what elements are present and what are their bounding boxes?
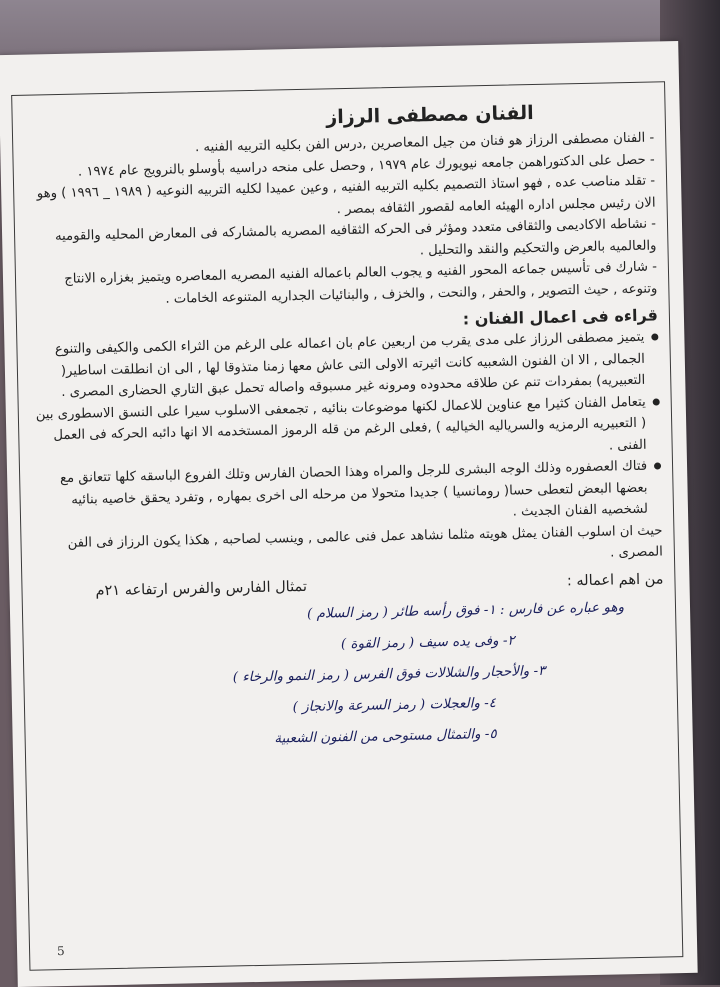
intro-line: - نشاطه الاكاديمى والثقافى متعدد ومؤثر فى الحركه الثقافيه المصريه بالمشاركه فى المعارض المحليه والقوميه والعالميه بالعرض والتحكيم والنقد والتحليل . bbox=[54, 216, 657, 258]
reading-heading: قراءه فى اعمال الفنان : bbox=[462, 305, 659, 329]
handwritten-line: وهو عباره عن فارس : ١- فوق رأسه طائر ( رمز السلام ) bbox=[306, 598, 625, 622]
intro-line: - شارك فى تأسيس جماعه المحور الفنيه و يجوب العالم باعماله الفنيه المصريه المعاصره ويتميز بغزاره الانتاج وتنوعه , حيث التصوير , والحفر , والنحت , والخزف , والبنائيات الجداريه المتنوعه الخامات . bbox=[64, 259, 658, 307]
page-number: 5 bbox=[56, 944, 65, 959]
intro-line: - تقلد مناصب عده , فهو استاذ التصميم بكليه التربيه الفنيه , وعين عميدا لكليه التربيه النوعيه ( ١٩٨٩ _ ١٩٩٦ ) وهو الان رئيس مجلس اداره الهيئه العامه لقصور الثقافه بمصر . bbox=[36, 173, 656, 217]
closing-paragraph: حيث ان اسلوب الفنان يمثل هويته مثلما نشاهد عمل فنى عالمى , وينسب لصاحبه , هكذا يكون الرزاز فى الفن المصرى . bbox=[67, 522, 664, 561]
bullet-icon bbox=[651, 333, 658, 340]
page-title: الفنان مصطفى الرزاز bbox=[326, 102, 534, 129]
works-statue: تمثال الفارس والفرس ارتفاعه ٢١م bbox=[95, 578, 308, 599]
intro-line: - الفنان مصطفى الرزاز هو فنان من جيل المعاصرين ,درس الفن بكليه التربيه الفنيه . bbox=[194, 130, 655, 156]
page-content bbox=[26, 100, 667, 760]
handwritten-line: ٣- والأحجار والشلالات فوق الفرس ( رمز النمو والرخاء ) bbox=[232, 662, 546, 685]
handwritten-line: ٥- والتمثال مستوحى من الفنون الشعبية bbox=[274, 725, 497, 747]
intro-line: - حصل على الدكتوراهمن جامعه نيويورك عام ١٩٧٩ , وحصل على منحه دراسيه بأوسلو بالنرويج عام ١٩٧٤ . bbox=[77, 152, 655, 180]
bullet-text: فتاك العصفوره وذلك الوجه البشرى للرجل والمراه وهذا الحصان الفارس وتلك الفروع الباسقه كلها تتعانق مع بعضها البعض لتعطى حسا( رومانسيا ) جديدا متحولا من مرحله الى اخرى بمهاره , وتفرد يحقق خاصيه بنائيه لشخصيه الفنان الجديث . bbox=[59, 458, 649, 520]
works-label: من اهم اعماله : bbox=[566, 570, 664, 589]
bullet-icon bbox=[653, 398, 660, 405]
bullet-item bbox=[33, 455, 662, 533]
document-page bbox=[0, 41, 698, 987]
bullet-text: يتعامل الفنان كثيرا مع عناوين للاعمال لكنها موضوعات بنائيه , تجمعفى الاسلوب سيرا على النسق الاسطورى بين ( التعبيريه الرمزيه والسرياليه الخياليه ) ,فعلى الرغم من قله الرموز المستخدمه الا انها دائبه الحركه فى العمل الفنى . bbox=[35, 394, 647, 454]
bullet-icon bbox=[654, 462, 661, 469]
handwritten-line: ٤- والعجلات ( رمز السرعة والانجاز ) bbox=[292, 694, 497, 715]
bullet-text: يتميز مصطفى الرزاز على مدى يقرب من اربعين عام بان اعماله على الرغم من الثراء الكمى والكيفى والتنوع الجمالى , الا ان الفنون الشعبيه كانت اثيرته الاولى التى عاش معها زمنا متذوقا لها , الى ان انطلقت اساطير( التعبيريه) بمفردات تنم عن طلاقه محدوده ومرونه غير مسبوقه واصاله تحمل عبق التاري الحضارى المصرى . bbox=[54, 329, 646, 400]
handwritten-line: ٢- وفى يده سيف ( رمز القوة ) bbox=[340, 632, 515, 652]
